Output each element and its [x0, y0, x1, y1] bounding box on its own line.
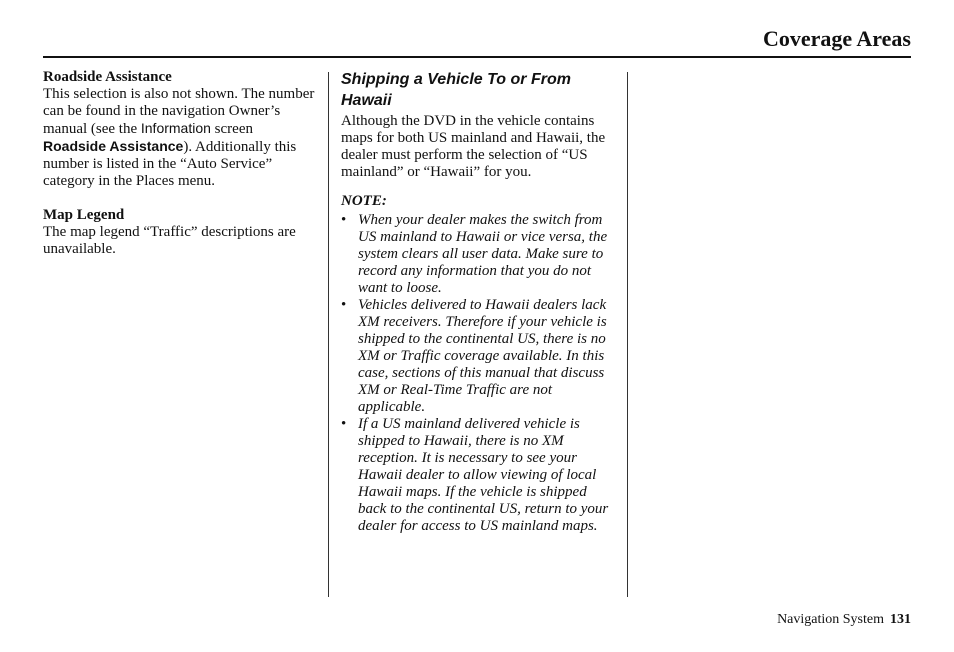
roadside-assistance-heading: Roadside Assistance [43, 69, 172, 85]
section-spacer [43, 190, 315, 207]
page-number: 131 [890, 612, 911, 627]
left-column [43, 69, 315, 258]
note-item-text: Vehicles delivered to Hawaii dealers lack XM receivers. Therefore if your vehicle is shipped to the continental US, there is no XM or Traffic coverage available. In this case, sections of this manual that discuss XM or Real-Time Traffic are not applicable. [358, 297, 607, 415]
column-divider-right [627, 72, 628, 597]
note-item [341, 416, 615, 535]
note-item-text: If a US mainland delivered vehicle is shipped to Hawaii, there is no XM reception. It is necessary to see your Hawaii dealer to allow viewing of local Hawaii maps. If the vehicle is shipped back to the continental US, return to your dealer for access to US mainland maps. [358, 416, 609, 534]
note-item [341, 212, 615, 297]
page-footer [777, 611, 911, 628]
map-legend-heading: Map Legend [43, 207, 125, 223]
roadside-assistance-ui-label: Roadside Assistance [43, 138, 184, 154]
roadside-assistance-text [43, 86, 315, 190]
middle-column [341, 69, 615, 535]
bullet-icon: • [341, 416, 347, 432]
roadside-text-part2: screen [210, 121, 253, 137]
column-divider-left [328, 72, 329, 597]
information-ui-label: Information [140, 120, 211, 136]
note-item [341, 297, 615, 416]
note-item-text: When your dealer makes the switch from US mainland to Hawaii or vice versa, the system clears all user data. Make sure to record any information that you do not want to loose. [358, 212, 608, 296]
page-title: Coverage Areas [762, 26, 911, 51]
shipping-heading: Shipping a Vehicle To or From Hawaii [341, 71, 571, 109]
map-legend-text: The map legend “Traffic” descriptions are unavailable. [43, 224, 296, 257]
bullet-icon: • [341, 297, 347, 313]
note-list [341, 212, 615, 535]
footer-label: Navigation System [777, 612, 884, 627]
roadside-text-part1: This selection is also not shown. The number can be found in the navigation Owner’s manual (see the [43, 86, 315, 137]
shipping-text: Although the DVD in the vehicle contains maps for both US mainland and Hawaii, the dealer must perform the selection of “US mainland” or “Hawaii” for you. [341, 113, 606, 180]
note-heading: NOTE: [341, 193, 387, 209]
roadside-text-part3: ). Additionally this number is listed in the “Auto Service” category in the Places menu. [43, 139, 297, 189]
bullet-icon: • [341, 212, 347, 228]
title-rule [43, 56, 911, 58]
